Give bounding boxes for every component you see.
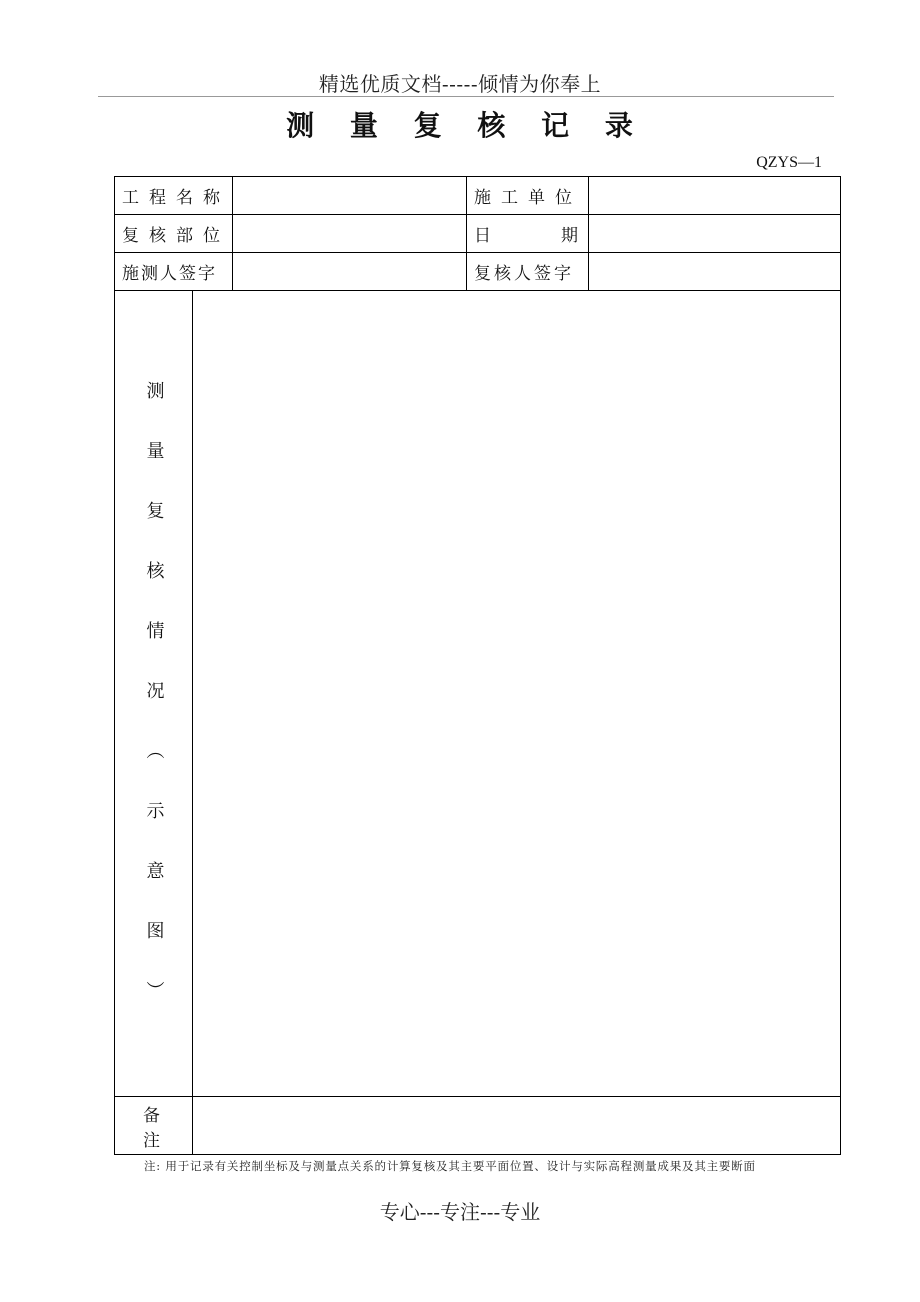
review-section-content[interactable] [193, 291, 841, 1097]
surveyor-signature-field[interactable] [233, 253, 467, 291]
review-section-label-cell [115, 291, 193, 1097]
remarks-label: 备注 [115, 1097, 193, 1155]
reviewer-signature-label: 复核人签字 [467, 253, 589, 291]
page-header-banner: 精选优质文档-----倾情为你奉上 [318, 72, 602, 96]
review-section-label: 测量复核情况︵示意图︶ [143, 381, 165, 1041]
date-label-left: 日 [474, 226, 491, 246]
survey-review-form [114, 176, 841, 1155]
form-code: QZYS—1 [756, 154, 822, 171]
page-footer-tagline: 专心---专注---专业 [379, 1200, 541, 1224]
reviewer-signature-field[interactable] [589, 253, 841, 291]
project-name-label: 工程名称 [115, 177, 233, 215]
date-label-right: 期 [561, 226, 578, 246]
contractor-field[interactable] [589, 177, 841, 215]
surveyor-signature-label: 施测人签字 [115, 253, 233, 291]
review-part-field[interactable] [233, 215, 467, 253]
date-label [467, 215, 589, 253]
footnote: 注: 用于记录有关控制坐标及与测量点关系的计算复核及其主要平面位置、设计与实际高程测量成果及其主要断面 [144, 1159, 756, 1173]
date-field[interactable] [589, 215, 841, 253]
form-row-review-section [115, 291, 841, 1097]
header-divider [98, 96, 834, 97]
form-row-review-part [115, 215, 841, 253]
form-row-signatures [115, 253, 841, 291]
contractor-label: 施工单位 [467, 177, 589, 215]
project-name-field[interactable] [233, 177, 467, 215]
remarks-field[interactable] [193, 1097, 841, 1155]
form-row-project [115, 177, 841, 215]
document-title: 测 量 复 核 记 录 [286, 109, 646, 142]
form-row-remarks [115, 1097, 841, 1155]
review-part-label: 复核部位 [115, 215, 233, 253]
